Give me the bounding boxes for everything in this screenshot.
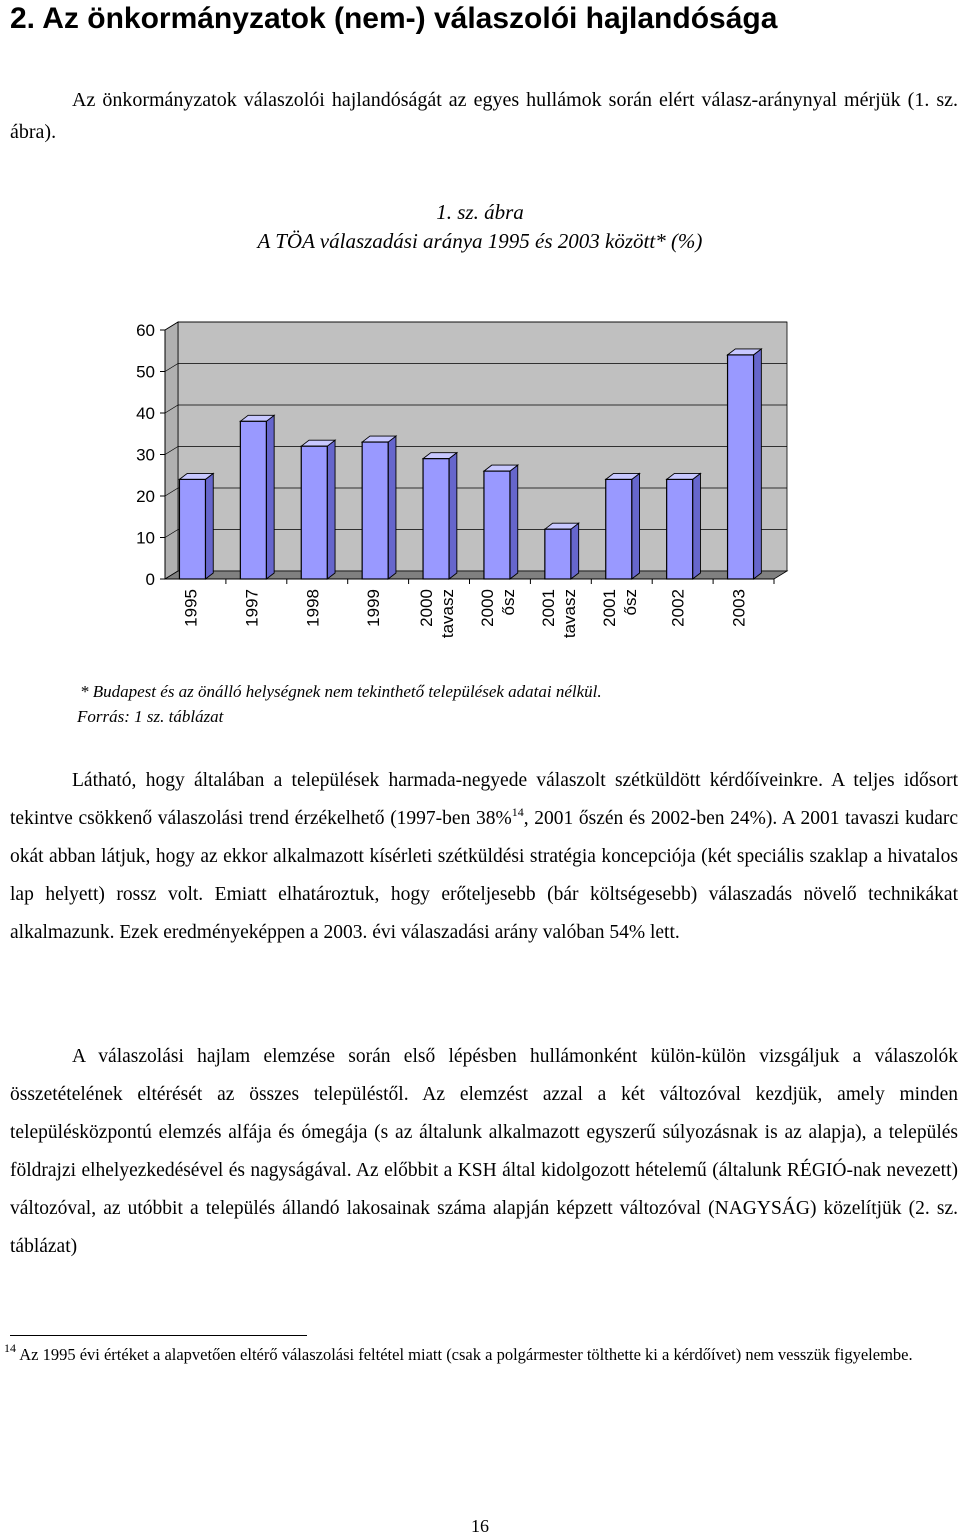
bar-side — [632, 473, 640, 579]
chart-y-tick-labels — [136, 321, 155, 589]
paragraph-response-trend — [10, 762, 958, 952]
x-category-label-line: 2001 — [538, 589, 558, 627]
footnote-text: Az 1995 évi értéket a alapvetően eltérő válaszolási feltétel miatt (csak a polgármester tölthette ki a kérdőívet) nem vesszük figyelembe. — [16, 1345, 913, 1364]
x-category-label — [539, 589, 579, 638]
bar-front — [423, 459, 449, 579]
x-category-label — [730, 589, 749, 627]
bar — [484, 465, 518, 579]
paragraph-analysis: A válaszolási hajlam elemzése során első lépésben hullámonként külön-külön vizsgáljuk a válaszolók összetételének eltérését az összes településtől. Az elemzést azzal a két változóval kezdjük, amely minden településközpontú elemzés alfája és ómegája (s az általunk alkalmazott egyszerű súlyozásnak is az alapja), a település földrajzi elhelyezkedésével és nagyságával. Az előbbit a KSH által kidolgozott hételemű (általunk RÉGIÓ-nak nevezett) változóval, az utóbbit a település állandó lakosainak száma alapján képzett változóval (NAGYSÁG) közelítjük (2. sz. táblázat) — [10, 1046, 958, 1257]
x-category-label-line: 2001 — [599, 589, 619, 627]
x-category-label — [600, 589, 640, 627]
x-category-label — [242, 589, 261, 627]
x-category-label — [478, 589, 518, 627]
bar-front — [667, 479, 693, 579]
bar-side — [205, 473, 213, 579]
bar — [362, 436, 396, 579]
bar-side — [449, 453, 457, 579]
intro-text: Az önkormányzatok válaszolói hajlandóságát az egyes hullámok során elért válasz-aránynyal mérjük (1. sz. ábra). — [10, 89, 958, 143]
y-tick-label: 0 — [145, 570, 155, 589]
y-tick-label: 30 — [136, 445, 155, 465]
x-category-label — [417, 589, 457, 638]
x-category-label-line: 2000 — [477, 589, 497, 627]
x-category-label-line: 2000 — [417, 589, 437, 627]
bar-side — [693, 473, 701, 579]
y-tick-label: 50 — [136, 362, 155, 382]
bar-front — [545, 529, 571, 579]
section-heading: 2. Az önkormányzatok (nem-) válaszolói hajlandósága — [10, 2, 778, 35]
x-category-label-line: 2003 — [729, 589, 749, 627]
x-category-label-line: ősz — [620, 589, 640, 616]
footnote-divider — [10, 1335, 307, 1336]
bar-front — [240, 421, 266, 579]
intro-paragraph — [10, 84, 958, 148]
y-tick-label: 40 — [136, 404, 155, 423]
y-tick-label: 10 — [136, 528, 155, 548]
bar-side — [266, 415, 274, 579]
chart-category-labels — [181, 589, 748, 638]
y-tick-label: 60 — [136, 321, 155, 340]
bar — [728, 349, 762, 579]
bar-side — [754, 349, 762, 579]
figure-title: A TÖA válaszadási aránya 1995 és 2003 között* (%) — [257, 229, 703, 253]
bar — [545, 523, 579, 579]
chart-footnote: * Budapest és az önálló helységnek nem tekinthető települések adatai nélkül. — [80, 682, 602, 701]
x-category-label — [669, 589, 688, 627]
bar-front — [484, 471, 510, 579]
x-category-label — [181, 589, 200, 627]
bar — [423, 453, 457, 579]
bar — [606, 473, 640, 579]
page-number: 16 — [471, 1516, 489, 1536]
response-rate-bar-chart — [110, 318, 810, 658]
bar-front — [301, 446, 327, 579]
chart-source: Forrás: 1 sz. táblázat — [77, 707, 224, 726]
x-category-label-line: 1995 — [181, 589, 201, 627]
bar — [179, 473, 213, 579]
footnote — [4, 1342, 958, 1368]
x-category-label-line: 1999 — [364, 589, 384, 627]
bar-side — [510, 465, 518, 579]
bar — [301, 440, 335, 579]
x-category-label — [303, 589, 322, 627]
x-category-label-line: tavasz — [559, 589, 579, 639]
x-category-label-line: tavasz — [438, 589, 458, 639]
footnote-number: 14 — [4, 1341, 16, 1355]
x-category-label-line: 2002 — [668, 589, 688, 627]
bar-front — [179, 479, 205, 579]
paragraph-text-a: Látható, hogy általában a települések harmada-negyede válaszolt szétküldött kérdőíveinkre. A teljes idősort tekintve csökkenő válaszolási trend érzékelhető (1997-ben 38% — [10, 770, 958, 829]
paragraph-text-b: , 2001 őszén és 2002-ben 24%). A 2001 tavaszi kudarc okát abban látjuk, hogy az ekkor alkalmazott kísérleti szétküldési stratégia koncepciója (két speciális szaklap a hivatalos lap helyett) rossz volt. Emiatt elhatároztuk, hogy erőteljesebb (bár költségesebb) válaszadás növelő technikákat alkalmazunk. Ezek eredményeképpen a 2003. évi válaszadási arány valóban 54% lett. — [10, 808, 958, 943]
x-category-label-line: 1997 — [242, 589, 262, 627]
y-tick-label: 20 — [136, 487, 155, 506]
bar-side — [571, 523, 579, 579]
bar-side — [388, 436, 396, 579]
figure-label: 1. sz. ábra — [436, 200, 524, 224]
x-category-label — [364, 589, 383, 627]
bar — [667, 473, 701, 579]
footnote-ref[interactable]: 14 — [511, 805, 524, 819]
bar — [240, 415, 274, 579]
bar-front — [606, 479, 632, 579]
bar-side — [327, 440, 335, 579]
x-category-label-line: 1998 — [303, 589, 323, 627]
x-category-label-line: ősz — [498, 589, 518, 616]
bar-front — [728, 355, 754, 579]
bar-front — [362, 442, 388, 579]
